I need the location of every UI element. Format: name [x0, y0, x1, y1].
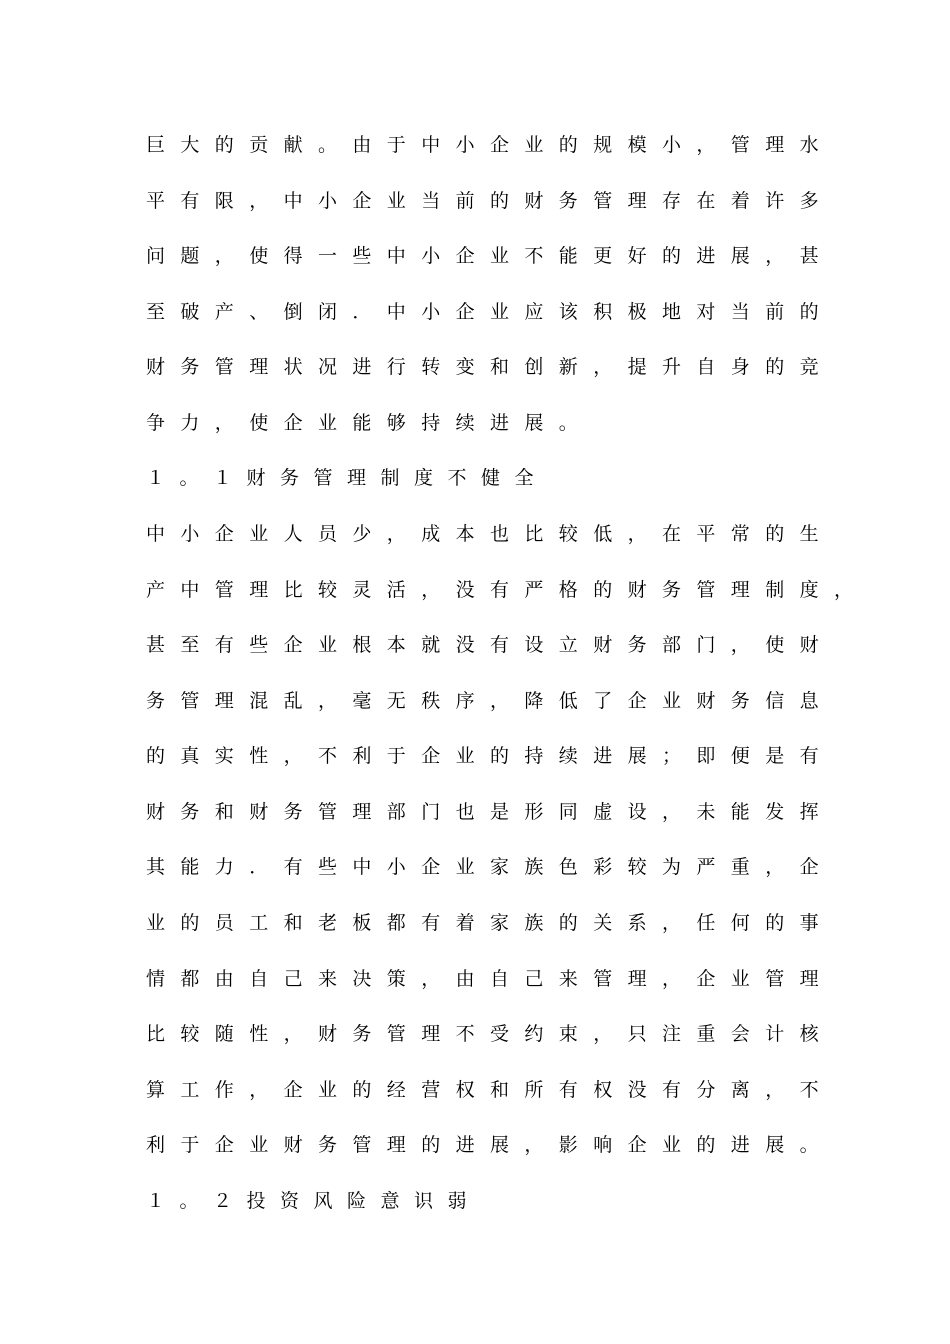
text-line: 务管理混乱，毫无秩序，降低了企业财务信息: [146, 690, 835, 712]
text-line: 比较随性，财务管理不受约束，只注重会计核: [146, 1023, 835, 1045]
text-line: 问题，使得一些中小企业不能更好的进展，甚: [146, 245, 835, 267]
text-line: 争力，使企业能够持续进展。: [146, 412, 594, 434]
text-line: 产中管理比较灵活，没有严格的财务管理制度，: [146, 579, 869, 601]
text-line: 的真实性，不利于企业的持续进展；即便是有: [146, 745, 835, 767]
text-line: 巨大的贡献。由于中小企业的规模小，管理水: [146, 134, 835, 156]
text-line: 至破产、倒闭．中小企业应该积极地对当前的: [146, 301, 835, 323]
text-line: 财务管理状况进行转变和创新，提升自身的竞: [146, 356, 835, 378]
text-line: 甚至有些企业根本就没有设立财务部门，使财: [146, 634, 835, 656]
text-line: 平有限，中小企业当前的财务管理存在着许多: [146, 190, 835, 212]
text-line: 业的员工和老板都有着家族的关系，任何的事: [146, 912, 835, 934]
text-line: 情都由自己来决策，由自己来管理，企业管理: [146, 968, 835, 990]
text-line: 算工作，企业的经营权和所有权没有分离，不: [146, 1079, 835, 1101]
text-line: 其能力．有些中小企业家族色彩较为严重，企: [146, 856, 835, 878]
text-line: 中小企业人员少，成本也比较低，在平常的生: [146, 523, 835, 545]
text-line: 财务和财务管理部门也是形同虚设，未能发挥: [146, 801, 835, 823]
text-line: 利于企业财务管理的进展，影响企业的进展。: [146, 1134, 835, 1156]
section-heading: １。２投资风险意识弱: [146, 1190, 482, 1212]
section-heading: １。１财务管理制度不健全: [146, 467, 549, 489]
